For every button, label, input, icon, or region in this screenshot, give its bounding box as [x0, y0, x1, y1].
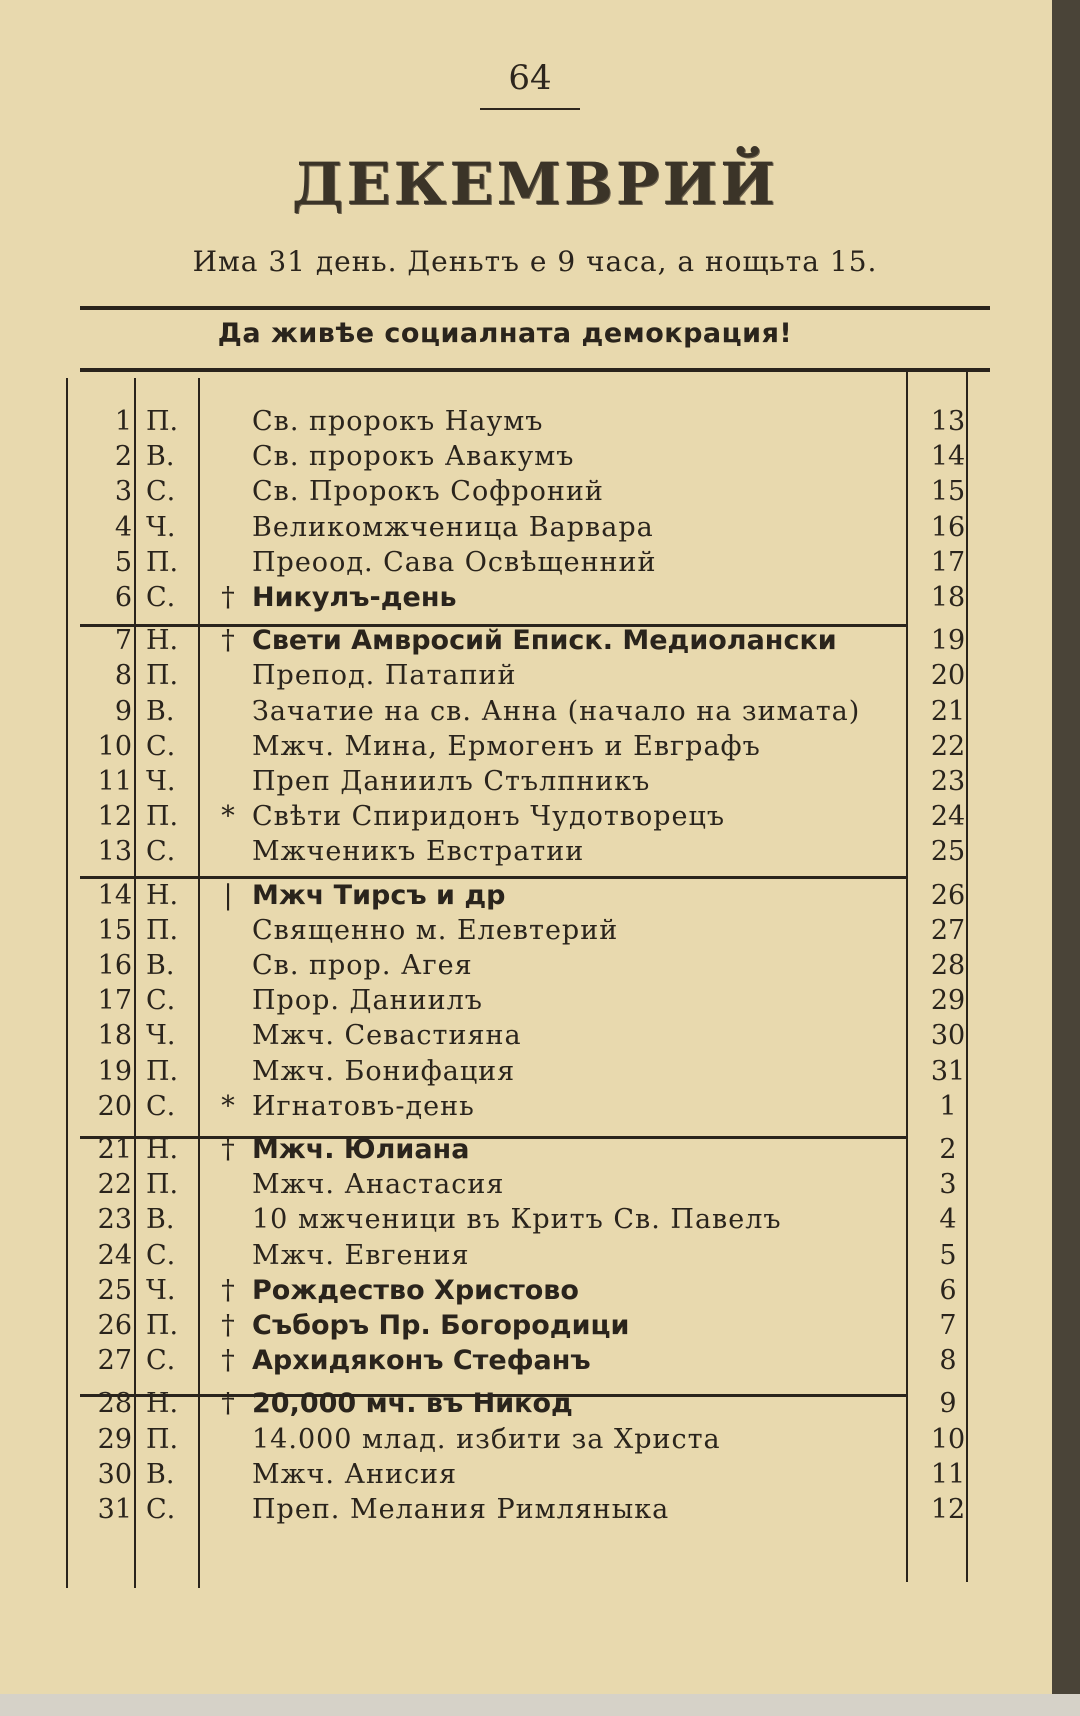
saint-name: Преоод. Сава Освѣщенний [252, 546, 657, 578]
saint-name: Рождество Христово [252, 1274, 579, 1306]
saint-name: Мжч. Бонифация [252, 1055, 516, 1087]
saint-name: Зачатие на св. Анна (начало на зимата) [252, 695, 861, 727]
table-row [0, 766, 1060, 802]
day-number: 20 [97, 1090, 132, 1122]
day-number: 24 [97, 1239, 132, 1271]
day-info: Има 31 день. Деньтъ е 9 часа, а нощьта 15. [192, 245, 878, 278]
weekday: П. [146, 546, 179, 578]
old-style-date: 12 [930, 1494, 966, 1525]
table-row [0, 1169, 1060, 1205]
table-row [0, 547, 1060, 583]
day-number: 11 [97, 766, 132, 797]
weekday: С. [146, 985, 176, 1017]
saint-name: Съборъ Пр. Богородици [252, 1310, 630, 1341]
saint-name: Мжч Тирсъ и др [252, 879, 506, 911]
day-number: 17 [97, 985, 132, 1017]
feast-mark: † [221, 1345, 235, 1377]
old-style-date: 17 [930, 546, 966, 578]
old-style-date: 18 [930, 582, 966, 613]
day-number: 1 [114, 406, 132, 437]
saint-name: Мжченикъ Евстратии [252, 836, 585, 868]
saint-name: Преп Даниилъ Стълпникъ [252, 766, 651, 797]
weekday: С. [146, 582, 176, 613]
table-row [0, 1345, 1060, 1381]
old-style-date: 22 [930, 730, 966, 762]
day-number: 26 [97, 1310, 132, 1341]
day-number: 13 [97, 836, 132, 868]
table-row [0, 696, 1060, 732]
old-style-date: 13 [930, 406, 966, 437]
weekday: Ч. [146, 511, 176, 543]
day-number: 3 [114, 476, 132, 508]
weekday: С. [146, 836, 176, 868]
feast-mark: † [221, 1134, 235, 1165]
feast-mark: * [221, 1090, 235, 1122]
day-number: 8 [114, 660, 132, 692]
weekday: Ч. [146, 1020, 176, 1052]
saint-name: Преп. Мелания Римляныка [252, 1494, 670, 1525]
old-style-date: 23 [930, 766, 966, 797]
saint-name: Св. пророкъ Наумъ [252, 406, 544, 437]
header-rule [80, 306, 990, 310]
day-number: 4 [114, 511, 132, 543]
day-number: 14 [97, 879, 132, 911]
table-row [0, 1459, 1060, 1495]
table-row [0, 731, 1060, 767]
saint-name: Мжч. Севастияна [252, 1020, 522, 1052]
day-number: 31 [97, 1494, 132, 1525]
old-style-date: 20 [930, 660, 966, 692]
page-number: 64 [508, 58, 552, 98]
old-style-date: 1 [939, 1090, 957, 1122]
old-style-date: 21 [930, 695, 966, 727]
old-style-date: 28 [930, 950, 966, 981]
day-number: 30 [97, 1458, 132, 1490]
feast-mark: † [221, 1274, 235, 1306]
feast-mark: † [221, 1388, 235, 1420]
weekday: П. [146, 801, 179, 833]
table-row [0, 406, 1060, 442]
day-number: 27 [97, 1345, 132, 1377]
old-style-date: 14 [930, 441, 966, 473]
day-number: 9 [114, 695, 132, 727]
old-style-date: 24 [930, 801, 966, 833]
table-row [0, 1240, 1060, 1276]
feast-mark: | [223, 879, 233, 911]
weekday: С. [146, 1090, 176, 1122]
day-number: 25 [97, 1274, 132, 1306]
saint-name: Мжч. Евгения [252, 1239, 470, 1271]
slogan: Да живѣе социалната демокрация! [217, 318, 793, 349]
page-edge [1052, 0, 1080, 1716]
table-row [0, 441, 1060, 477]
old-style-date: 10 [930, 1423, 966, 1455]
weekday: С. [146, 730, 176, 762]
saint-name: Препод. Патапий [252, 660, 517, 692]
table-row [0, 625, 1060, 661]
day-number: 22 [97, 1169, 132, 1201]
saint-name: Мжч. Юлиана [252, 1134, 470, 1165]
weekday: С. [146, 476, 176, 508]
saint-name: Прор. Даниилъ [252, 985, 483, 1017]
saint-name: Свети Амвросий Еписк. Медиолански [252, 625, 837, 657]
old-style-date: 7 [939, 1310, 957, 1341]
old-style-date: 15 [930, 476, 966, 508]
saint-name: Св. прор. Агея [252, 950, 473, 981]
weekday: С. [146, 1239, 176, 1271]
weekday: В. [146, 1204, 175, 1236]
old-style-date: 16 [930, 511, 966, 543]
saint-name: Архидяконъ Стефанъ [252, 1345, 591, 1377]
day-number: 28 [97, 1388, 132, 1420]
day-number: 23 [97, 1204, 132, 1236]
day-number: 6 [114, 582, 132, 613]
saint-name: Св. пророкъ Авакумъ [252, 441, 575, 473]
saint-name: 14.000 млад. избити за Христа [252, 1423, 721, 1455]
feast-mark: † [221, 625, 235, 657]
saint-name: 20,000 мч. въ Никод [252, 1388, 573, 1420]
table-row [0, 1020, 1060, 1056]
table-row [0, 1275, 1060, 1311]
saint-name: 10 мжченици въ Критъ Св. Павелъ [252, 1204, 782, 1236]
weekday: П. [146, 660, 179, 692]
day-number: 10 [97, 730, 132, 762]
old-style-date: 6 [939, 1274, 957, 1306]
table-row [0, 1424, 1060, 1460]
day-number: 5 [114, 546, 132, 578]
saint-name: Свѣти Спиридонъ Чудотворецъ [252, 801, 726, 833]
table-row [0, 476, 1060, 512]
feast-mark: † [221, 582, 235, 613]
day-number: 7 [114, 625, 132, 657]
table-row [0, 1310, 1060, 1346]
table-row [0, 1204, 1060, 1240]
old-style-date: 5 [939, 1239, 957, 1271]
weekday: Ч. [146, 1274, 176, 1306]
weekday: С. [146, 1345, 176, 1377]
old-style-date: 8 [939, 1345, 957, 1377]
weekday: П. [146, 406, 179, 437]
day-number: 21 [97, 1134, 132, 1165]
page-bottom-margin [0, 1694, 1080, 1716]
old-style-date: 26 [930, 879, 966, 911]
saint-name: Мжч. Анастасия [252, 1169, 505, 1201]
feast-mark: * [221, 801, 235, 833]
saint-name: Мжч. Анисия [252, 1458, 458, 1490]
table-row [0, 660, 1060, 696]
table-row [0, 880, 1060, 916]
table-row [0, 582, 1060, 618]
weekday: В. [146, 695, 175, 727]
old-style-date: 30 [930, 1020, 966, 1052]
day-number: 18 [97, 1020, 132, 1052]
old-style-date: 29 [930, 985, 966, 1017]
day-number: 29 [97, 1423, 132, 1455]
table-row [0, 1056, 1060, 1092]
saint-name: Св. Пророкъ Софроний [252, 476, 604, 508]
week-separator [80, 876, 906, 879]
old-style-date: 4 [939, 1204, 957, 1236]
weekday: П. [146, 1055, 179, 1087]
saint-name: Игнатовъ-день [252, 1090, 475, 1122]
weekday: Н. [146, 1134, 179, 1165]
saint-name: Мжч. Мина, Ермогенъ и Евграфъ [252, 730, 761, 762]
saint-name: Священно м. Елевтерий [252, 914, 619, 946]
old-style-date: 3 [939, 1169, 957, 1201]
weekday: В. [146, 441, 175, 473]
weekday: Н. [146, 879, 179, 911]
table-row [0, 1134, 1060, 1170]
table-row [0, 512, 1060, 548]
weekday: П. [146, 1423, 179, 1455]
weekday: В. [146, 1458, 175, 1490]
old-style-date: 9 [939, 1388, 957, 1420]
old-style-date: 27 [930, 914, 966, 946]
day-number: 15 [97, 914, 132, 946]
day-number: 19 [97, 1055, 132, 1087]
table-row [0, 950, 1060, 986]
table-row [0, 1494, 1060, 1530]
table-row [0, 1091, 1060, 1127]
old-style-date: 25 [930, 836, 966, 868]
weekday: В. [146, 950, 175, 981]
old-style-date: 2 [939, 1134, 957, 1165]
weekday: С. [146, 1494, 176, 1525]
saint-name: Великомжченица Варвара [252, 511, 654, 543]
table-top-rule [80, 368, 990, 372]
table-row [0, 985, 1060, 1021]
table-row [0, 1388, 1060, 1424]
old-style-date: 19 [930, 625, 966, 657]
day-number: 2 [114, 441, 132, 473]
weekday: П. [146, 914, 179, 946]
table-row [0, 915, 1060, 951]
weekday: Н. [146, 625, 179, 657]
feast-mark: † [221, 1310, 235, 1341]
old-style-date: 31 [930, 1055, 966, 1087]
weekday: П. [146, 1310, 179, 1341]
table-row [0, 801, 1060, 837]
month-title: ДЕКЕМВРИЙ [291, 150, 779, 218]
weekday: Н. [146, 1388, 179, 1420]
weekday: Ч. [146, 766, 176, 797]
table-row [0, 836, 1060, 872]
old-style-date: 11 [930, 1458, 966, 1490]
weekday: П. [146, 1169, 179, 1201]
saint-name: Никулъ-день [252, 582, 457, 613]
day-number: 12 [97, 801, 132, 833]
page-number-rule [480, 108, 580, 110]
day-number: 16 [97, 950, 132, 981]
